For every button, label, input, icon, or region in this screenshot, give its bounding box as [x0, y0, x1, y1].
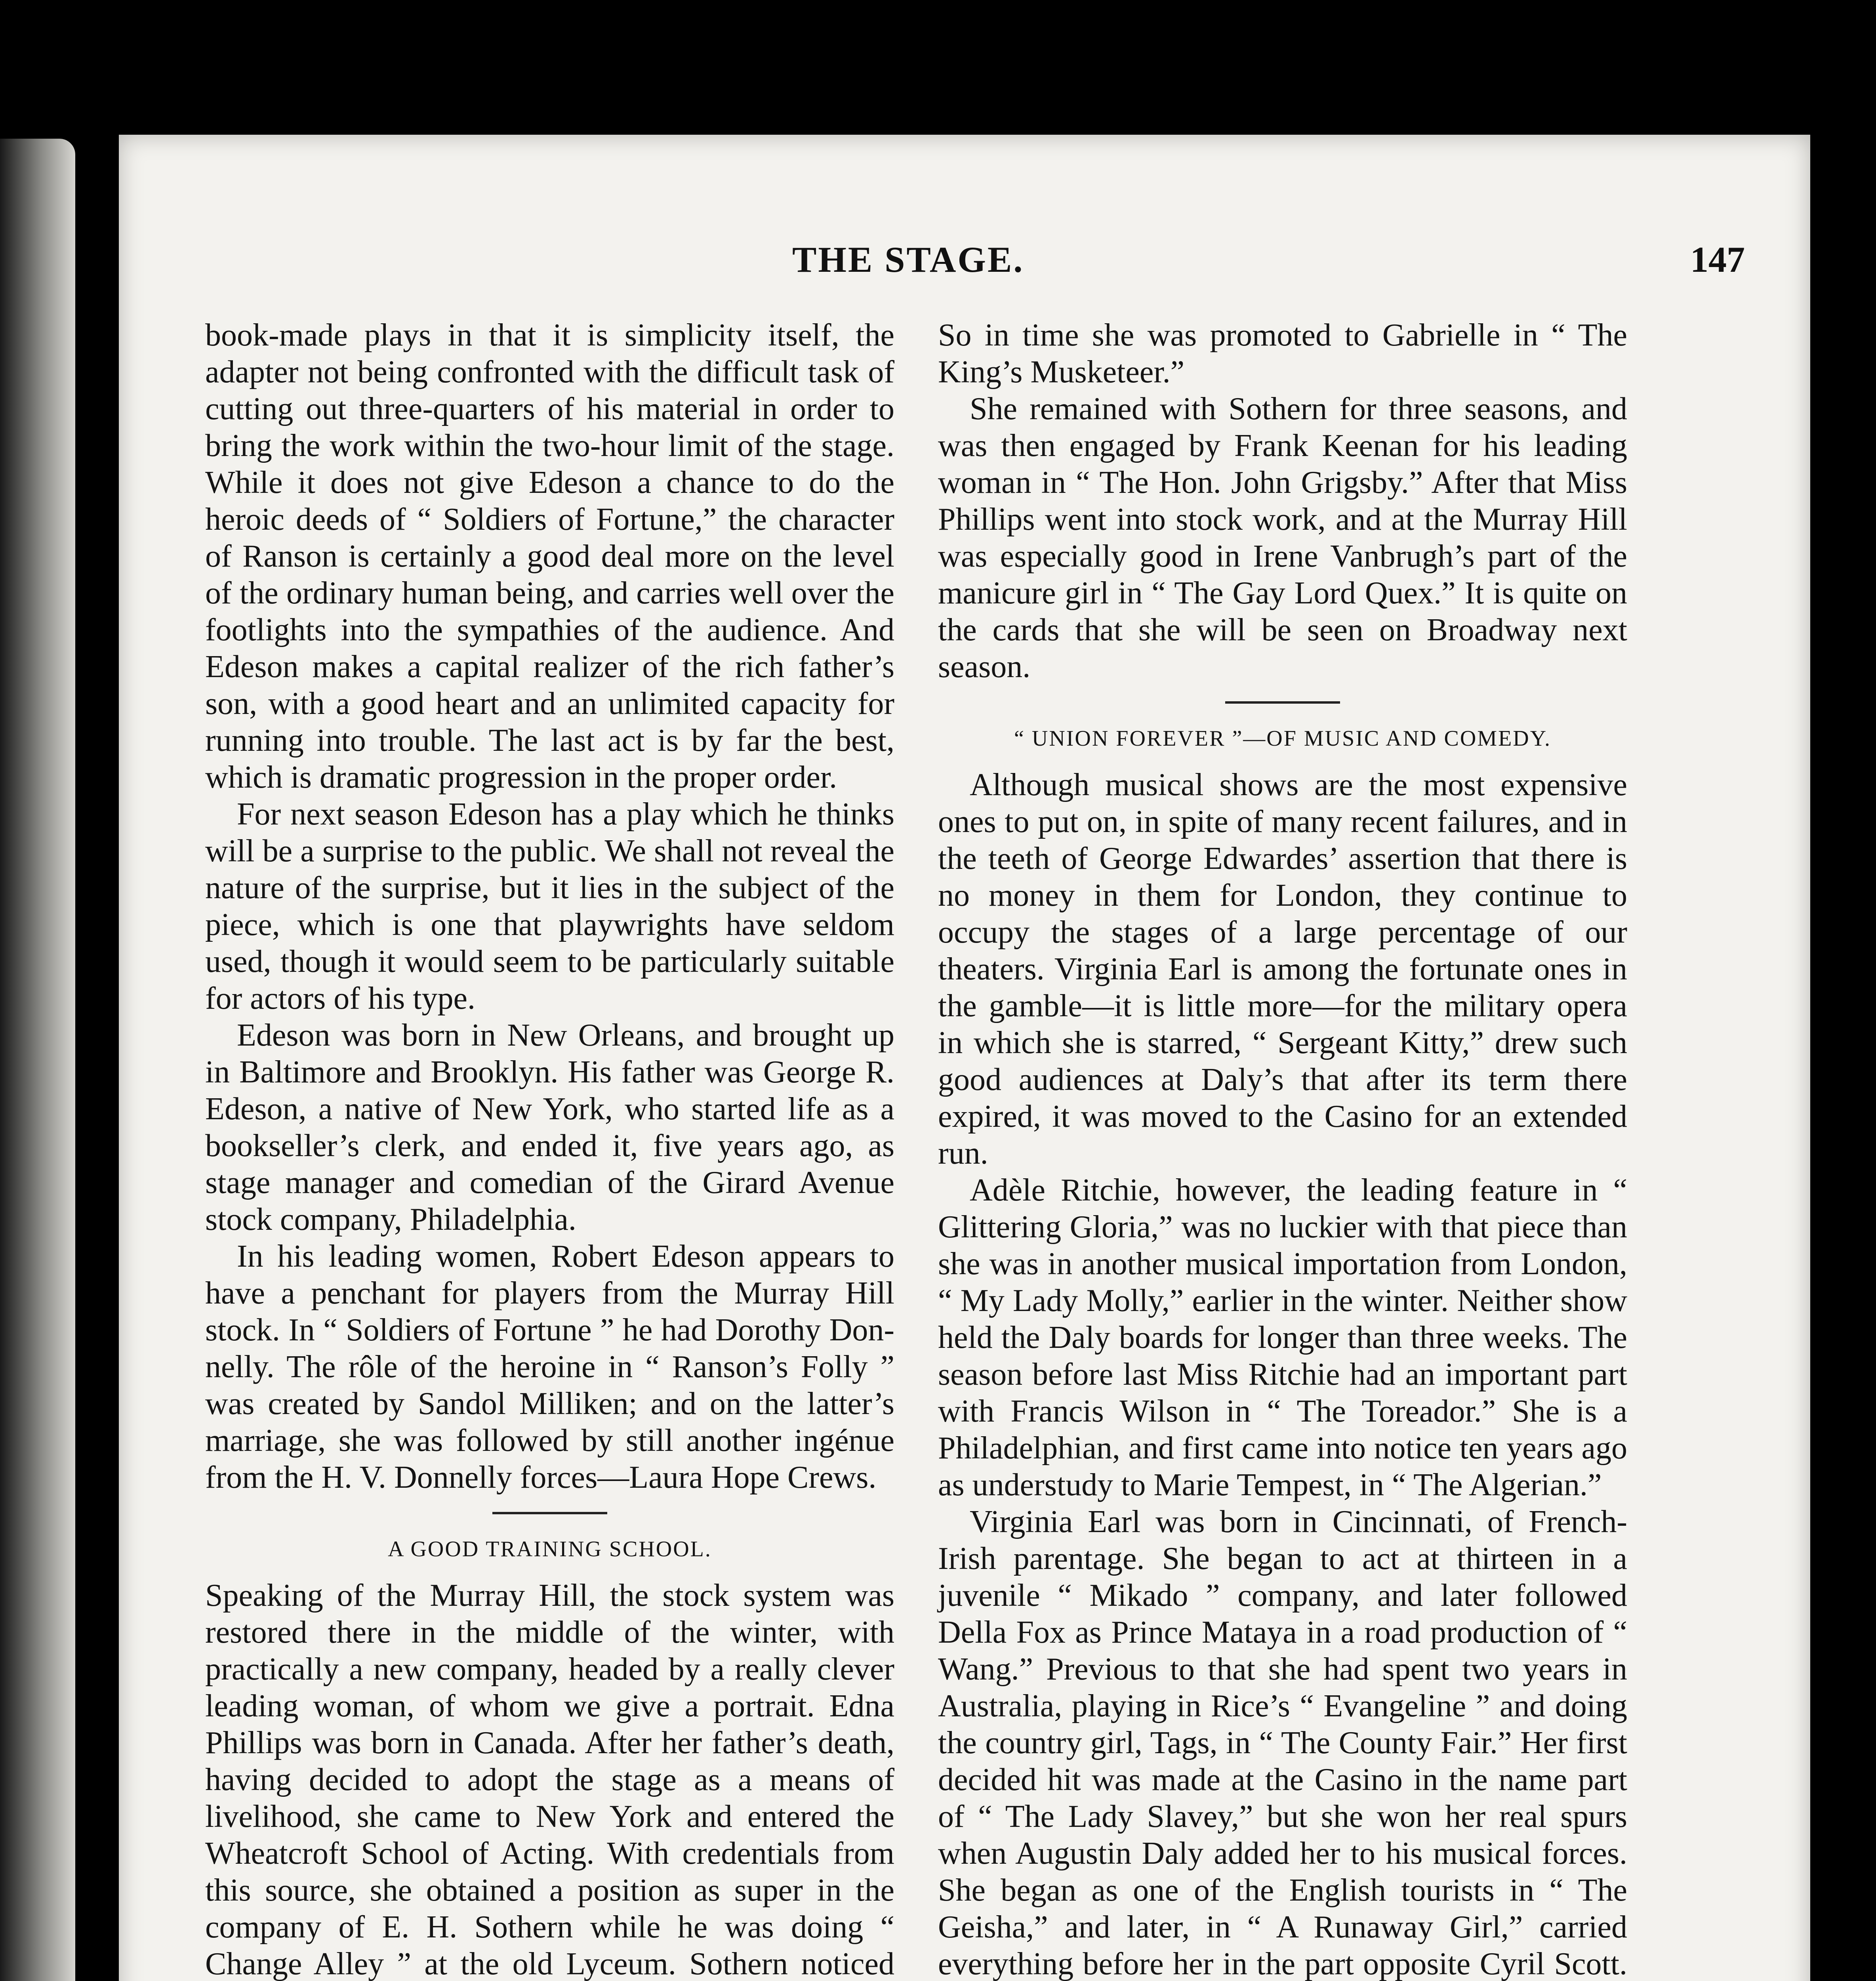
left-column [205, 317, 894, 1981]
running-head [119, 239, 1810, 294]
book-page [119, 135, 1810, 1981]
section-heading: “ UNION FOREVER ”—OF MUSIC AND COMEDY. [1014, 726, 1551, 751]
facing-page-edge [0, 139, 75, 1981]
paragraph: Adèle Ritchie, however, the leading feature in “ Glittering Gloria,” was no luckier with that piece than she was in another musical importation from London, “ My Lady Molly,” earlier in the winter. Neither show held the Daly boards for longer than three weeks. The season before last Miss Ritchie had an important part with Francis Wilson in “ The Toreador.” She is a Philadelphian, and first came into notice ten years ago as understudy to Marie Tempest, in “ The Algerian.” [938, 1173, 1627, 1502]
section-divider [1225, 701, 1340, 704]
paragraph: For next season Edeson has a play which he thinks will be a surprise to the public. We shall not reveal the nature of the surprise, but it lies in the subject of the piece, which is one that playwrights have seldom used, though it would seem to be particularly suitable for actors of his type. [205, 797, 894, 1016]
right-column [938, 317, 1627, 1981]
section-divider [492, 1512, 607, 1514]
paragraph: In his leading women, Robert Edeson appears to have a penchant for players from the Murray Hill stock. In “ Soldiers of Fortune ” he had Dorothy Donnelly. The rôle of the heroine in “ Ranson’s Folly ” was created by Sandol Milliken; and on the latter’s marriage, she was followed by still another ingénue from the H. V. Donnelly forces—Laura Hope Crews. [205, 1239, 894, 1495]
paragraph: Speaking of the Murray Hill, the stock system was restored there in the middle of the winter, with practically a new company, headed by a really clever leading woman, of whom we give a portrait. Edna Phillips was born in Canada. After her father’s death, having decided to adopt the stage as a means of livelihood, she came to New York and entered the Wheatcroft School of Acting. With credentials from this source, she obtained a position as super in the company of E. H. Sothern while he was doing “ Change Alley ” at the old Lyceum. Sothern noticed [205, 1578, 894, 1981]
paragraph: So in time she was promoted to Gabrielle in “ The King’s Musketeer.” [938, 318, 1627, 389]
paragraph: book-made plays in that it is simplicity itself, the adapter not being confronted with the difficult task of cutting out three-quarters of his material in order to bring the work within the two-hour limit of the stage. While it does not give Edeson a chance to do the heroic deeds of “ Soldiers of Fortune,” the character of Ranson is certainly a good deal more on the level of the ordinary human being, and carries well over the footlights into the sympathies of the audience. And Edeson makes a capital realizer of the rich father’s son, with a good heart and an unlimited capacity for running into trouble. The last act is by far the best, which is dramatic progression in the proper order. [205, 318, 894, 795]
page-number: 147 [1690, 239, 1745, 280]
paragraph: Edeson was born in New Orleans, and brought up in Baltimore and Brooklyn. His father was George R. Edeson, a native of New York, who started life as a bookseller’s clerk, and ended it, five years ago, as stage manager and comedian of the Girard Avenue stock company, Philadelphia. [205, 1018, 894, 1237]
paragraph: Although musical shows are the most expensive ones to put on, in spite of many recent failures, and in the teeth of George Edwardes’ assertion that there is no money in them for London, they continue to occupy the stages of a large percentage of our theaters. Virginia Earl is among the fortunate ones in the gamble—it is little more—for the military opera in which she is starred, “ Sergeant Kitty,” drew such good audiences at Daly’s that after its term there expired, it was moved to the Casino for an extended run. [938, 767, 1627, 1171]
section-heading: A GOOD TRAINING SCHOOL. [388, 1537, 712, 1561]
running-head-title: THE STAGE. [792, 239, 1024, 280]
paragraph: She remained with Sothern for three seasons, and was then engaged by Frank Keenan for his leading woman in “ The Hon. John Grigsby.” After that Miss Phillips went into stock work, and at the Murray Hill was especially good in Irene Vanbrugh’s part of the manicure girl in “ The Gay Lord Quex.” It is quite on the cards that she will be seen on Broadway next season. [938, 391, 1627, 684]
paragraph: Virginia Earl was born in Cincinnati, of French-Irish parentage. She began to act at thirteen in a juvenile “ Mikado ” company, and later followed Della Fox as Prince Mataya in a road production of “ Wang.” Previous to that she had spent two years in Australia, playing in Rice’s “ Evangeline ” and doing the country girl, Tags, in “ The County Fair.” Her first decided hit was made at the Casino in the name part of “ The Lady Slavey,” but she won her real spurs when Augustin Daly added her to his musical forces. She began as one of the English tourists in “ The Geisha,” and later, in “ A Runaway Girl,” carried everything before her in the part opposite Cyril Scott. [938, 1504, 1627, 1981]
